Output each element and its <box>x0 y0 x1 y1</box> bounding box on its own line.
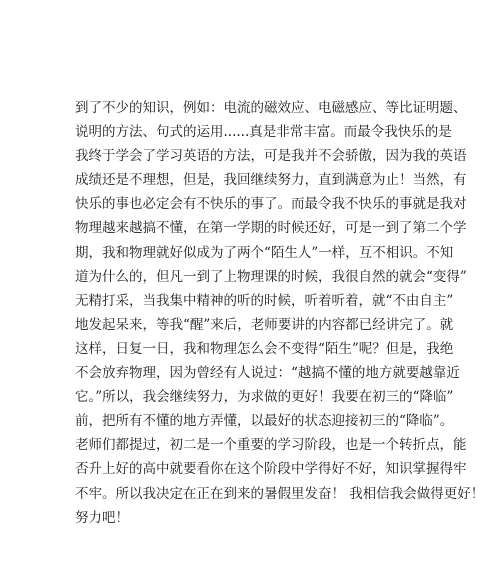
text-line-8: 道为什么的，但凡一到了上物理课的时候，我很自然的就会“变得” <box>75 268 467 285</box>
text-line-16: 否升上好的高中就要看你在这个阶段中学得好不好，知识掌握得牢 <box>75 461 467 478</box>
text-line-10: 地发起呆来，等我“醒”来后，老师要讲的内容都已经讲完了。就 <box>75 316 454 333</box>
text-line-15: 老师们都提过，初二是一个重要的学习阶段，也是一个转折点，能 <box>75 437 467 454</box>
text-line-7: 期，我和物理就好似成为了两个“陌生人”一样，互不相识。不知 <box>75 244 454 261</box>
text-line-3: 我终于学会了学习英语的方法，可是我并不会骄傲，因为我的英语 <box>75 148 467 165</box>
text-line-4: 成绩还是不理想，但是，我回继续努力，直到满意为止！当然，有 <box>75 172 467 189</box>
text-line-13: 它。”所以，我会继续努力，为求做的更好！我要在初三的“降临” <box>75 389 454 406</box>
text-line-18: 努力吧！ <box>75 509 129 526</box>
text-line-2: 说明的方法、句式的运用......真是非常丰富。而最令我快乐的是 <box>75 124 452 141</box>
text-line-6: 物理越来越搞不懂，在第一学期的时候还好，可是一到了第二个学 <box>75 220 467 237</box>
text-line-11: 这样，日复一日，我和物理怎么会不变得“陌生”呢？但是，我绝 <box>75 340 454 357</box>
text-line-5: 快乐的事也必定会有不快乐的事了。而最令我不快乐的事就是我对 <box>75 196 467 213</box>
text-line-14: 前，把所有不懂的地方弄懂，以最好的状态迎接初三的“降临”。 <box>75 413 454 430</box>
text-line-12: 不会放弃物理，因为曾经有人说过：“越搞不懂的地方就要越靠近 <box>75 365 460 382</box>
text-line-9: 无精打采，当我集中精神的听的时候，听着听着，就“不由自主” <box>75 292 454 309</box>
essay-body <box>75 96 485 530</box>
text-line-17: 不牢。所以我决定在正在到来的暑假里发奋！ 我相信我会做得更好！ <box>75 485 485 502</box>
text-line-1: 到了不少的知识，例如：电流的磁效应、电磁感应、等比证明题、 <box>75 100 467 116</box>
